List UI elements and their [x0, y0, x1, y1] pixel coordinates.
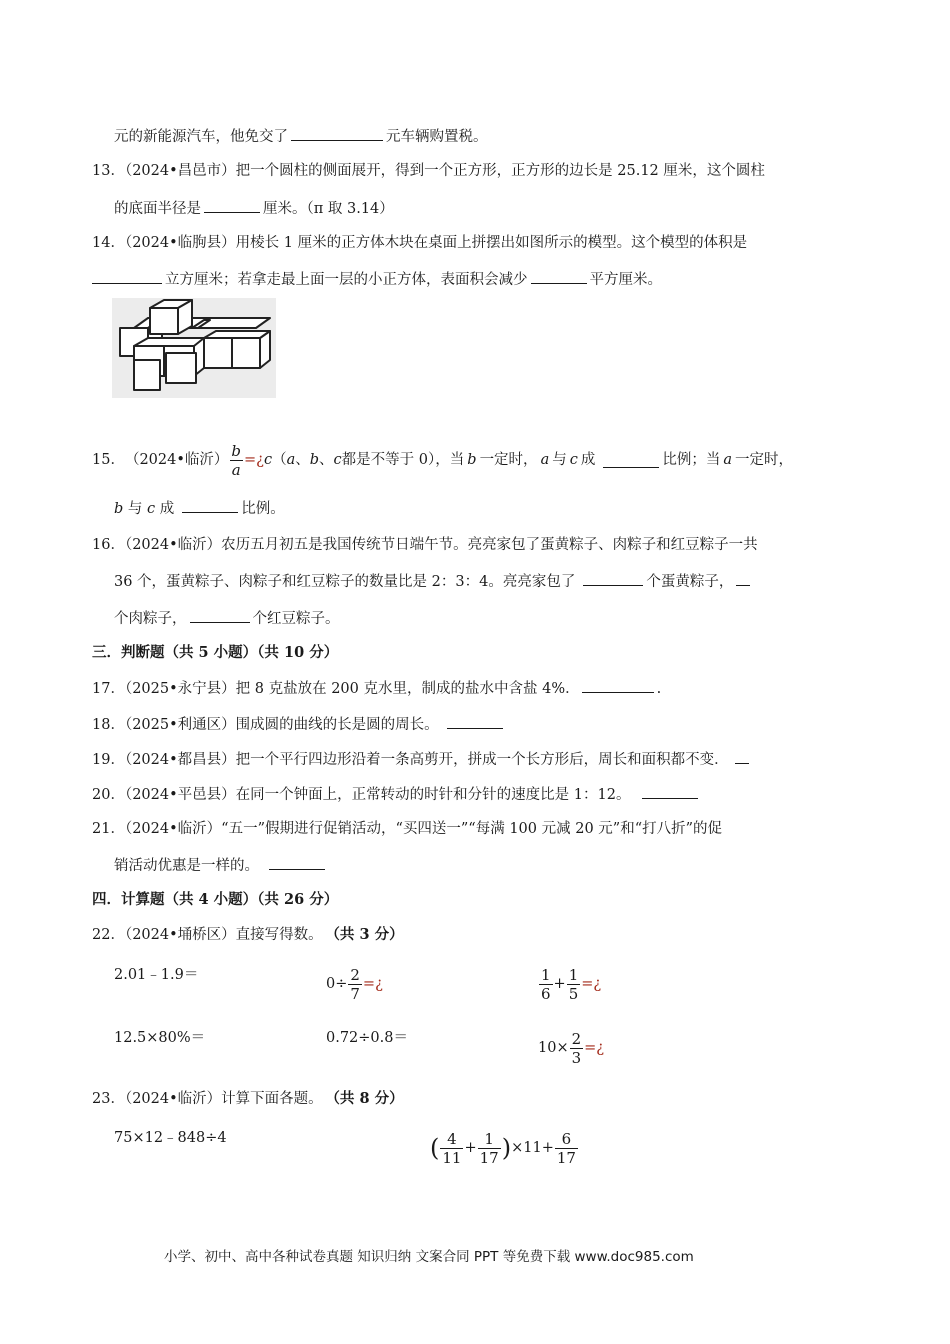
fraction: $\frac{4}{11}$ — [442, 1129, 462, 1167]
answer-blank[interactable] — [269, 855, 325, 870]
page-footer: 小学、初中、高中各种试卷真题 知识归纳 文案合同 PPT 等免费下载 www.doc985.com — [164, 1249, 694, 1265]
fraction: $\frac{6}{17}$ — [556, 1129, 576, 1167]
answer-blank[interactable] — [204, 198, 260, 213]
question-20: 20．（2024•平邑县）在同一个钟面上，正常转动的时针和分针的速度比是 1：12。 — [92, 784, 701, 805]
question-22: 22．（2024•埇桥区）直接写得数。 （共 3 分） — [92, 926, 404, 943]
answer-blank[interactable] — [582, 678, 654, 693]
expr-22-1: 2.01﹣1.9＝ — [114, 967, 199, 983]
expr-22-6: 10× $\frac{2}{3}$ =¿ — [538, 1029, 605, 1067]
answer-blank[interactable] — [190, 608, 250, 623]
question-13: 13．（2024•昌邑市）把一个圆柱的侧面展开，得到一个正方形，正方形的边长是 25.12 厘米，这个圆柱 — [92, 163, 765, 179]
section-title-calculation: 四．计算题（共 4 小题）（共 26 分） — [92, 891, 339, 908]
question-16-line2: 36 个，蛋黄粽子、肉粽子和红豆粽子的数量比是 2：3：4。亮亮家包了 个蛋黄粽子， — [114, 571, 753, 592]
answer-blank[interactable] — [291, 126, 383, 141]
question-18: 18．（2025•利通区）围成圆的曲线的长是圆的周长。 — [92, 714, 506, 735]
expr-23-1: 75×12﹣848÷4 — [114, 1130, 227, 1146]
answer-blank[interactable] — [583, 571, 643, 586]
expr-22-3: $\frac{1}{6}$ + $\frac{1}{5}$ =¿ — [541, 965, 602, 1003]
question-21-line2: 销活动优惠是一样的。 — [114, 855, 328, 876]
fraction: $\frac{2}{3}$ — [571, 1029, 582, 1067]
question-16-line3: 个肉粽子， 个红豆粽子。 — [114, 608, 340, 629]
question-14-line2: 立方厘米；若拿走最上面一层的小正方体，表面积会减少 平方厘米。 — [92, 269, 662, 290]
question-14: 14．（2024•临朐县）用棱长 1 厘米的正方体木块在桌面上拼摆出如图所示的模型。这个模型的体积是 — [92, 235, 748, 251]
question-17: 17．（2025•永宁县）把 8 克盐放在 200 克水里，制成的盐水中含盐 4%． . — [92, 678, 661, 699]
answer-blank[interactable] — [447, 714, 503, 729]
fraction: $\frac{2}{7}$ — [350, 965, 360, 1003]
expr-22-5: 0.72÷0.8＝ — [326, 1030, 408, 1046]
fraction: $\frac{1}{5}$ — [568, 965, 579, 1003]
question-23: 23．（2024•临沂）计算下面各题。 （共 8 分） — [92, 1090, 404, 1107]
cube-model-figure — [112, 298, 276, 398]
answer-blank[interactable] — [735, 749, 749, 764]
fraction-b-over-a: $\frac{b}{a}$ — [231, 441, 242, 479]
question-19: 19．（2024•都昌县）把一个平行四边形沿着一条高剪开，拼成一个长方形后，周长和面积都不变． — [92, 749, 752, 770]
section-title-judgement: 三．判断题（共 5 小题）（共 10 分） — [92, 644, 339, 661]
answer-blank[interactable] — [736, 571, 750, 586]
answer-blank[interactable] — [182, 498, 238, 513]
answer-blank[interactable] — [531, 269, 587, 284]
expr-22-4: 12.5×80%＝ — [114, 1030, 206, 1046]
fraction: $\frac{1}{17}$ — [479, 1129, 499, 1167]
question-16: 16．（2024•临沂）农历五月初五是我国传统节日端午节。亮亮家包了蛋黄粽子、肉粽子和红豆粽子一共 — [92, 537, 758, 553]
q12-line: 元的新能源汽车，他免交了 元车辆购置税。 — [114, 126, 488, 147]
question-15: 15． （2024•临沂） $\frac{b}{a}$ =¿ c （ a 、 b 、 c 都是不等于 0），当 b 一定时， a 与 c 成 比例；当 a 一定时， — [92, 441, 793, 479]
answer-blank[interactable] — [642, 784, 698, 799]
question-21: 21．（2024•临沂）“五一”假期进行促销活动，“买四送一”“每满 100 元减 20 元”和“打八折”的促 — [92, 821, 723, 837]
question-15-line2: b 与 c 成 比例。 — [114, 498, 285, 519]
answer-blank[interactable] — [603, 453, 659, 468]
answer-blank[interactable] — [92, 269, 162, 284]
expr-22-2: 0÷ $\frac{2}{7}$ =¿ — [326, 965, 383, 1003]
fraction: $\frac{1}{6}$ — [541, 965, 551, 1003]
expr-23-2: ( $\frac{4}{11}$ + $\frac{1}{17}$ ) ×11+ $\frac{6}{17}$ — [430, 1129, 576, 1167]
question-13-line2: 的底面半径是 厘米。（π 取 3.14） — [114, 198, 394, 219]
